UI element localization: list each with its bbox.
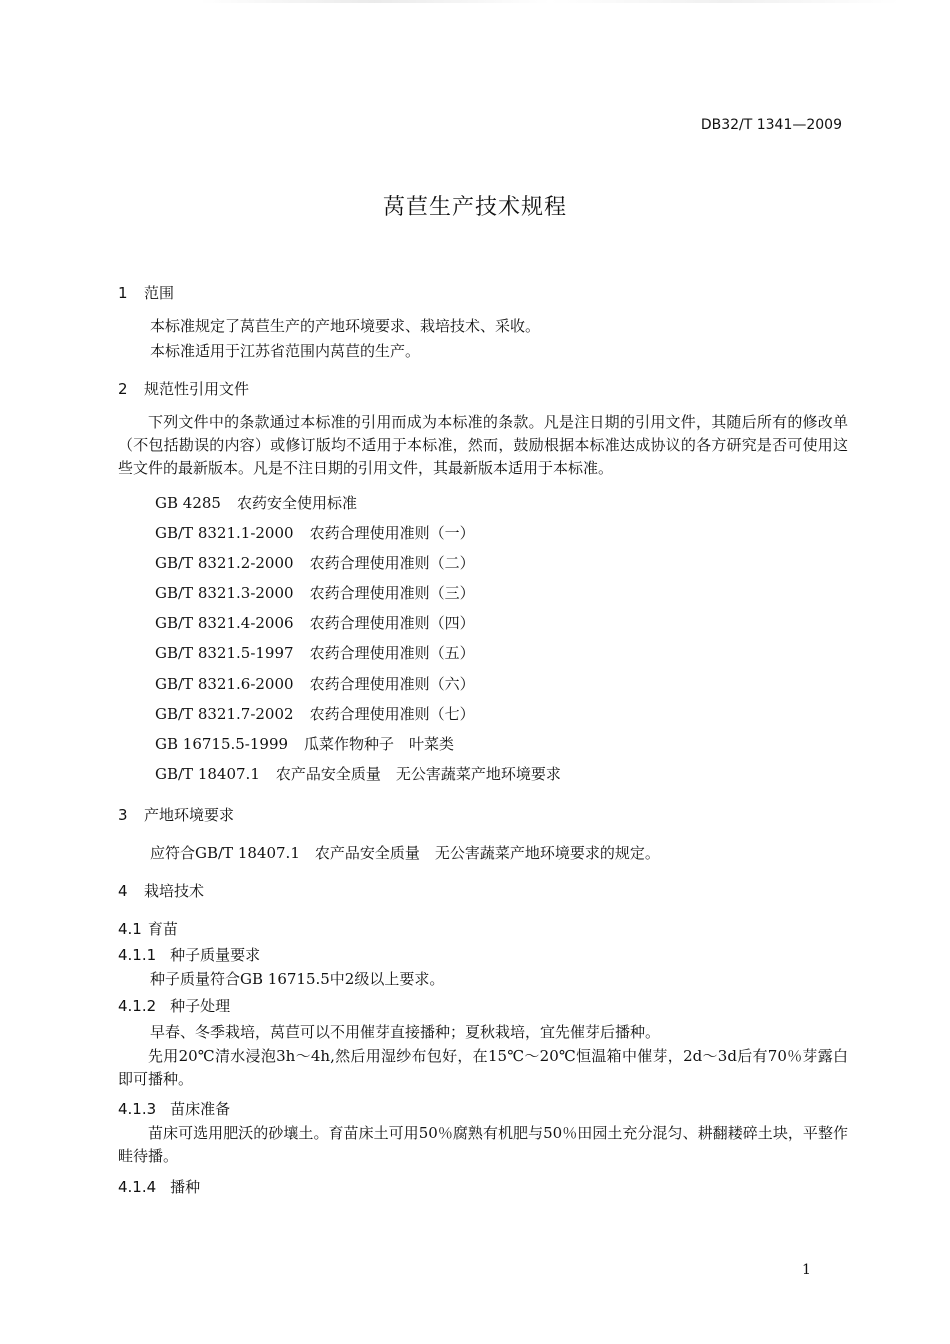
paragraph: 苗床可选用肥沃的砂壤土。育苗床土可用50％腐熟有机肥与50％田园土充分混匀、耕翻耧碎土块，平整作畦待播。	[118, 1124, 848, 1165]
reference-title: 农药合理使用准则（六）	[309, 675, 475, 693]
reference-item	[155, 612, 475, 633]
section-number: 4	[118, 882, 128, 900]
reference-code: GB 16715.5-1999	[155, 735, 289, 753]
section-number: 2	[118, 380, 128, 398]
scan-artifact	[200, 0, 900, 3]
reference-title: 农药合理使用准则（二）	[309, 554, 475, 572]
paragraph: 本标准适用于江苏省范围内莴苣的生产。	[150, 342, 421, 360]
reference-code: GB/T 8321.4-2006	[155, 614, 294, 632]
reference-title: 农药合理使用准则（七）	[309, 705, 475, 723]
paragraph: 早春、冬季栽培，莴苣可以不用催芽直接播种；夏秋栽培，宜先催芽后播种。	[150, 1023, 661, 1041]
section-title: 播种	[170, 1178, 201, 1196]
subsection-4-1-1-heading	[118, 944, 260, 965]
section-title: 范围	[144, 284, 175, 302]
section-title: 育苗	[147, 920, 178, 938]
reference-code: GB/T 8321.2-2000	[155, 554, 294, 572]
section-number: 1	[118, 284, 128, 302]
reference-code: GB 4285	[155, 494, 221, 512]
section-number: 4.1.2	[118, 997, 157, 1015]
standard-code: DB32/T 1341—2009	[700, 117, 842, 133]
subsection-4-1-heading	[118, 918, 178, 939]
document-title: 莴苣生产技术规程	[382, 195, 567, 220]
paragraph: 应符合GB/T 18407.1 农产品安全质量 无公害蔬菜产地环境要求的规定。	[150, 844, 660, 862]
reference-code: GB/T 8321.3-2000	[155, 584, 294, 602]
section-number: 4.1.3	[118, 1100, 157, 1118]
reference-item	[155, 733, 454, 754]
reference-title: 农产品安全质量 无公害蔬菜产地环境要求	[275, 765, 561, 783]
section-title: 规范性引用文件	[144, 380, 250, 398]
section-number: 4.1.1	[118, 946, 157, 964]
section-2-heading	[118, 378, 249, 399]
reference-code: GB/T 8321.7-2002	[155, 705, 294, 723]
section-number: 3	[118, 806, 128, 824]
reference-item	[155, 642, 475, 663]
section-number: 4.1.4	[118, 1178, 157, 1196]
subsection-4-1-4-heading	[118, 1176, 200, 1197]
reference-item	[155, 673, 475, 694]
section-title: 种子处理	[170, 997, 231, 1015]
section-title: 苗床准备	[170, 1100, 231, 1118]
reference-item	[155, 703, 475, 724]
page-number: 1	[802, 1262, 811, 1278]
reference-code: GB/T 8321.1-2000	[155, 524, 294, 542]
reference-title: 农药合理使用准则（一）	[309, 524, 475, 542]
paragraph: 种子质量符合GB 16715.5中2级以上要求。	[150, 970, 445, 988]
section-number: 4.1	[118, 920, 142, 938]
section-title: 栽培技术	[144, 882, 205, 900]
section-title: 种子质量要求	[170, 946, 261, 964]
reference-title: 农药安全使用标准	[236, 494, 357, 512]
reference-title: 农药合理使用准则（四）	[309, 614, 475, 632]
reference-code: GB/T 8321.5-1997	[155, 644, 294, 662]
reference-title: 农药合理使用准则（三）	[309, 584, 475, 602]
reference-item	[155, 552, 475, 573]
reference-item	[155, 582, 475, 603]
reference-item	[155, 492, 357, 513]
paragraph: 本标准规定了莴苣生产的产地环境要求、栽培技术、采收。	[150, 317, 541, 335]
section-1-heading	[118, 282, 174, 303]
reference-item	[155, 763, 561, 784]
reference-code: GB/T 8321.6-2000	[155, 675, 294, 693]
subsection-4-1-3-heading	[118, 1098, 230, 1119]
paragraph: 下列文件中的条款通过本标准的引用而成为本标准的条款。凡是注日期的引用文件，其随后所有的修改单（不包括勘误的内容）或修订版均不适用于本标准，然而，鼓励根据本标准达成协议的各方研究是否可使用这些文件的最新版本。凡是不注日期的引用文件，其最新版本适用于本标准。	[118, 413, 848, 477]
reference-item	[155, 522, 475, 543]
section-title: 产地环境要求	[144, 806, 235, 824]
reference-title: 农药合理使用准则（五）	[309, 644, 475, 662]
reference-title: 瓜菜作物种子 叶菜类	[304, 735, 455, 753]
reference-code: GB/T 18407.1	[155, 765, 260, 783]
section-4-heading	[118, 880, 204, 901]
paragraph: 先用20℃清水浸泡3h～4h,然后用湿纱布包好，在15℃～20℃恒温箱中催芽，2d～3d后有70％芽露白即可播种。	[118, 1047, 848, 1088]
section-3-heading	[118, 804, 234, 825]
subsection-4-1-2-heading	[118, 995, 230, 1016]
